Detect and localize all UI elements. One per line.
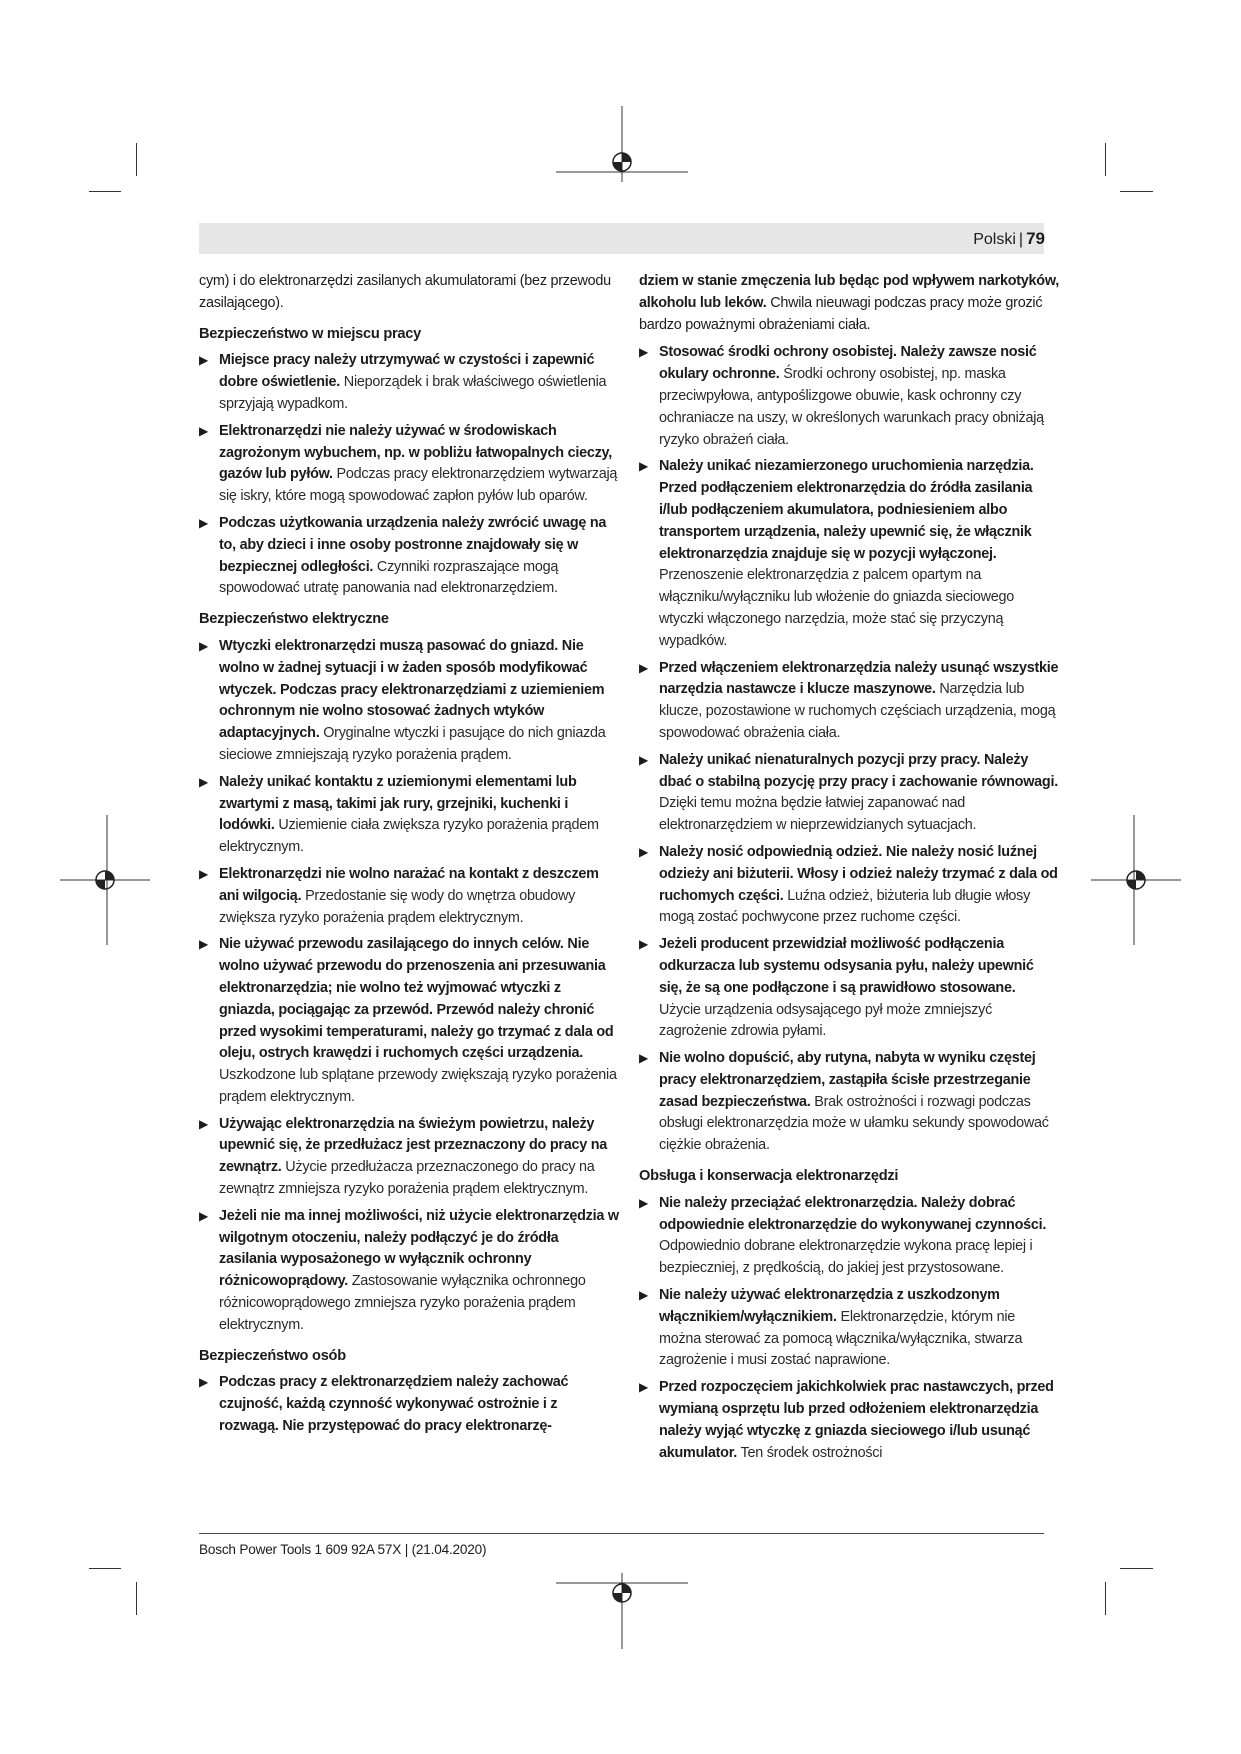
item-text: Brak ostrożności i rozwagi podczas obsługi elektronarzędzia może w ułamku sekundy spowodować ciężkie obrażenia. (659, 1093, 1049, 1154)
bullet-arrow-icon: ▶ (639, 844, 648, 859)
section-heading: Bezpieczeństwo elektryczne (199, 611, 389, 628)
bullet-arrow-icon: ▶ (639, 1195, 648, 1210)
page-number: 79 (1026, 229, 1045, 248)
bullet-arrow-icon: ▶ (639, 459, 648, 474)
registration-mark-icon (60, 815, 150, 945)
item-bold-text: Wtyczki elektronarzędzi muszą pasować do gniazd. Nie wolno w żadnej sytuacji i w żaden sposób modyfikować wtyczek. Podczas pracy elektronarzędziami z uziemieniem ochronnym nie wolno stosować żadnych wtyków adaptacyjnych. (219, 637, 605, 742)
bullet-arrow-icon: ▶ (639, 660, 648, 675)
item-text: Użycie urządzenia odsysającego pył może zmniejszyć zagrożenie zdrowia pyłami. (659, 1001, 993, 1040)
list-item (639, 456, 1059, 652)
section-heading: Obsługa i konserwacja elektronarzędzi (639, 1168, 899, 1185)
bullet-arrow-icon: ▶ (639, 937, 648, 952)
list-item (639, 342, 1059, 451)
bullet-arrow-icon: ▶ (199, 353, 208, 368)
language-label: Polski (973, 231, 1016, 248)
item-bold-text: dziem w stanie zmęczenia lub będąc pod wpływem narkotyków, alkoholu lub leków. (639, 273, 1059, 311)
section-heading: Bezpieczeństwo w miejscu pracy (199, 325, 422, 342)
footer-divider (199, 1533, 1044, 1534)
bullet-arrow-icon: ▶ (199, 638, 208, 653)
item-text: Luźna odzież, biżuteria lub długie włosy mogą zostać pochwycone przez ruchome części. (659, 887, 1031, 926)
crop-mark (89, 1568, 121, 1569)
item-bold-text: Nie używać przewodu zasilającego do innych celów. Nie wolno używać przewodu do przenoszenia ani przesuwania elektronarzędzia; nie wolno też wyjmować wtyczki z gniazda, pociągając za przewód. Przewód należy chronić przed wysokimi temperaturami, należy go trzymać z dala od oleju, ostrych krawędzi i ruchomych części urządzenia. (219, 936, 614, 1062)
list-item (199, 772, 619, 859)
bullet-arrow-icon: ▶ (199, 1208, 208, 1223)
right-column (639, 271, 1059, 1469)
item-bold-text: Używając elektronarzędzia na świeżym powietrzu, należy upewnić się, że przedłużacz jest przeznaczony do pracy na zewnątrz. (219, 1115, 608, 1176)
item-bold-text: Stosować środki ochrony osobistej. Należy zawsze nosić okulary ochronne. (659, 344, 1037, 383)
list-item (199, 1372, 619, 1437)
list-item (639, 750, 1059, 837)
list-item (199, 1206, 619, 1337)
list-item (639, 1285, 1059, 1372)
intro-paragraph: cym) i do elektronarzędzi zasilanych akumulatorami (bez przewodu zasilającego). (199, 273, 611, 311)
bullet-arrow-icon: ▶ (639, 345, 648, 360)
item-text: Uziemienie ciała zwiększa ryzyko porażenia prądem elektrycznym. (219, 817, 599, 856)
bullet-arrow-icon: ▶ (199, 1375, 208, 1390)
crop-mark (1105, 143, 1106, 176)
item-text: Chwila nieuwagi podczas pracy może grozić bardzo poważnymi obrażeniami ciała. (639, 294, 1043, 333)
item-text: Środki ochrony osobistej, np. maska przeciwpyłowa, antypoślizgowe obuwie, kask ochronny czy ochraniacze na uszy, w określonych warunkach pracy obniżają ryzyko obrażeń ciała. (659, 366, 1044, 448)
item-text: Odpowiednio dobrane elektronarzędzie wykona pracę lepiej i bezpieczniej, z prędkością, do jakiej jest przystosowane. (659, 1238, 1033, 1277)
crop-mark (89, 191, 121, 192)
registration-mark-icon (556, 106, 688, 182)
item-bold-text: Elektronarzędzi nie wolno narażać na kontakt z deszczem ani wilgocią. (219, 865, 599, 904)
item-text: Elektronarzędzie, którym nie można sterować za pomocą włącznika/wyłącznika, stwarza zagrożenie i musi zostać naprawione. (659, 1308, 1023, 1369)
footer-text: Bosch Power Tools 1 609 92A 57X | (21.04.2020) (199, 1542, 487, 1557)
bullet-arrow-icon: ▶ (199, 1116, 208, 1131)
item-bold-text: Nie należy używać elektronarzędzia z uszkodzonym włącznikiem/wyłącznikiem. (659, 1287, 1000, 1325)
item-bold-text: Należy nosić odpowiednią odzież. Nie należy nosić luźnej odzieży ani biżuterii. Włosy i odzież należy trzymać z dala od ruchomych części. (659, 843, 1058, 904)
list-item (639, 842, 1059, 929)
bullet-arrow-icon: ▶ (639, 1288, 648, 1303)
item-text: Przenoszenie elektronarzędzia z palcem opartym na włączniku/wyłączniku lub włożenie do gniazda sieciowego wtyczki włączonego narzędzia, może stać się przyczyną wypadków. (659, 567, 1015, 649)
continuation-paragraph (639, 271, 1059, 336)
list-item (199, 636, 619, 767)
item-text: Zastosowanie wyłącznika ochronnego różnicowoprądowego zmniejsza ryzyko porażenia prądem elektrycznym. (219, 1273, 586, 1333)
item-bold-text: Elektronarzędzi nie należy używać w środowiskach zagrożonym wybuchem, np. w pobliżu łatwopalnych cieczy, gazów lub pyłów. (219, 422, 612, 483)
item-bold-text: Należy unikać kontaktu z uziemionymi elementami lub zwartymi z masą, takimi jak rury, grzejniki, kuchenki i lodówki. (219, 773, 577, 834)
section-electrical-safety (199, 609, 619, 1337)
bullet-arrow-icon: ▶ (639, 752, 648, 767)
header-bar (199, 223, 1044, 254)
crop-mark (1120, 191, 1153, 192)
list-item (199, 934, 619, 1108)
list-item (639, 1048, 1059, 1157)
list-item (639, 934, 1059, 1043)
bullet-arrow-icon: ▶ (199, 866, 208, 881)
bullet-arrow-icon: ▶ (639, 1380, 648, 1395)
item-text: Nieporządek i brak właściwego oświetlenia sprzyjają wypadkom. (219, 374, 607, 412)
crop-mark (1120, 1568, 1153, 1569)
list-item (639, 1193, 1059, 1280)
crop-mark (1105, 1582, 1106, 1615)
list-item (639, 658, 1059, 745)
list-item (639, 1377, 1059, 1464)
list-item (199, 513, 619, 600)
bullet-arrow-icon: ▶ (199, 423, 208, 438)
item-bold-text: Przed rozpoczęciem jakichkolwiek prac nastawczych, przed wymianą osprzętu lub przed odłożeniem elektronarzędzia należy wyjąć wtyczkę z gniazda sieciowego i/lub usunąć akumulator. (659, 1379, 1054, 1461)
item-text: Przedostanie się wody do wnętrza obudowy zwiększa ryzyko porażenia prądem elektrycznym. (219, 887, 576, 926)
bullet-arrow-icon: ▶ (199, 774, 208, 789)
item-text: Oryginalne wtyczki i pasujące do nich gniazda sieciowe zmniejszają ryzyko porażenia prądem. (219, 725, 606, 763)
item-bold-text: Miejsce pracy należy utrzymywać w czystości i zapewnić dobre oświetlenie. (219, 352, 595, 391)
item-bold-text: Podczas pracy z elektronarzędziem należy zachować czujność, każdą czynność wykonywać ostrożnie i z rozwagą. Nie przystępować do pracy elektronarzę- (219, 1374, 569, 1435)
bullet-arrow-icon: ▶ (199, 937, 208, 952)
list-item (199, 421, 619, 508)
section-work-area (199, 324, 619, 601)
item-text: Podczas pracy elektronarzędziem wytwarzają się iskry, które mogą spowodować zapłon pyłów lub oparów. (219, 466, 618, 505)
item-bold-text: Należy unikać niezamierzonego uruchomienia narzędzia. Przed podłączeniem elektronarzędzia do źródła zasilania i/lub podłączeniem akumulatora, podniesieniem albo transportem urządzenia, należy upewnić się, że włącznik elektronarzędzia znajduje się w pozycji wyłączonej. (659, 458, 1034, 562)
crop-mark (136, 1582, 137, 1615)
item-bold-text: Nie należy przeciążać elektronarzędzia. Należy dobrać odpowiednie elektronarzędzie do wykonywanej czynności. (659, 1194, 1047, 1233)
item-bold-text: Nie wolno dopuścić, aby rutyna, nabyta w wyniku częstej pracy elektronarzędziem, zastąpiła ścisłe przestrzeganie zasad bezpieczeństwa. (659, 1050, 1036, 1110)
section-personal-safety (199, 1346, 619, 1438)
list-item (199, 350, 619, 415)
item-bold-text: Jeżeli nie ma innej możliwości, niż użycie elektronarzędzia w wilgotnym otoczeniu, należy podłączyć je do źródła zasilania wyposażonego w wyłącznik ochronny różnicowoprądowy. (219, 1207, 619, 1290)
list-item (199, 1114, 619, 1201)
page-header (973, 229, 1045, 250)
section-heading: Bezpieczeństwo osób (199, 1347, 346, 1364)
item-text: Narzędzia lub klucze, pozostawione w ruchomych częściach urządzenia, mogą spowodować obrażenia ciała. (659, 681, 1056, 741)
list-item (199, 864, 619, 929)
item-text: Uszkodzone lub splątane przewody zwiększają ryzyko porażenia prądem elektrycznym. (219, 1067, 617, 1105)
header-separator: | (1018, 231, 1024, 248)
item-text: Dzięki temu można będzie łatwiej zapanować nad elektronarzędziem w nieprzewidzianych sytuacjach. (659, 795, 977, 834)
item-text: Czynniki rozpraszające mogą spowodować utratę panowania nad elektronarzędziem. (219, 558, 559, 597)
registration-mark-icon (556, 1573, 688, 1649)
item-bold-text: Przed włączeniem elektronarzędzia należy usunąć wszystkie narzędzia nastawcze i klucze maszynowe. (659, 659, 1059, 698)
item-text: Użycie przedłużacza przeznaczonego do pracy na zewnątrz zmniejsza ryzyko porażenia prądem elektrycznym. (219, 1159, 595, 1198)
item-bold-text: Należy unikać nienaturalnych pozycji przy pracy. Należy dbać o stabilną pozycję przy pracy i zachowanie równowagi. (659, 751, 1058, 790)
item-text: Ten środek ostrożności (737, 1444, 883, 1461)
bullet-arrow-icon: ▶ (199, 515, 208, 530)
registration-mark-icon (1091, 815, 1181, 945)
bullet-arrow-icon: ▶ (639, 1051, 648, 1066)
left-column (199, 271, 619, 1443)
item-bold-text: Jeżeli producent przewidział możliwość podłączenia odkurzacza lub systemu odsysania pyłu, należy upewnić się, że są one podłączone i są prawidłowo stosowane. (659, 936, 1034, 996)
item-bold-text: Podczas użytkowania urządzenia należy zwrócić uwagę na to, aby dzieci i inne osoby postronne znajdowały się w bezpiecznej odległości. (219, 514, 607, 575)
crop-mark (136, 143, 137, 176)
